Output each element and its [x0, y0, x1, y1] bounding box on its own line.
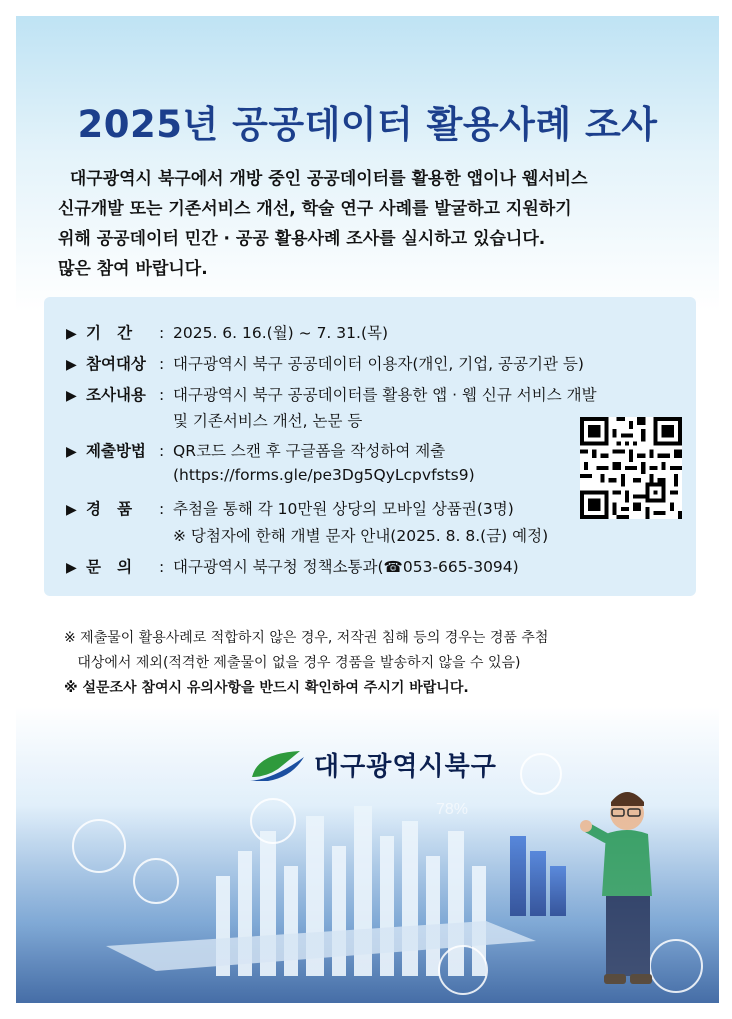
info-label-target: 참여대상	[86, 355, 146, 373]
organization-name: 대구광역시북구	[314, 752, 497, 782]
info-box	[44, 297, 696, 596]
colon: :	[159, 355, 165, 373]
intro-text	[58, 164, 698, 284]
info-value-method: QR코드 스캔 후 구글폼을 작성하여 제출	[173, 442, 446, 460]
info-row-target	[66, 352, 584, 374]
info-row-content	[66, 383, 597, 405]
bullet-icon: ▶	[66, 326, 77, 342]
notes	[64, 626, 684, 701]
info-value-prize: 추첨을 통해 각 10만원 상당의 모바일 상품권(3명)	[173, 500, 514, 518]
page-title: 2025년 공공데이터 활용사례 조사	[77, 103, 658, 146]
info-label-method: 제출방법	[86, 442, 146, 460]
intro-line: 신규개발 또는 기존서비스 개선, 학술 연구 사례를 발굴하고 지원하기	[58, 199, 572, 219]
svg-text:78%: 78%	[436, 801, 469, 818]
info-value-content: 대구광역시 북구 공공데이터를 활용한 앱 · 웹 신규 서비스 개발	[173, 386, 597, 404]
leaf-logo-icon	[248, 747, 306, 783]
bullet-icon: ▶	[66, 444, 77, 460]
info-value-target: 대구광역시 북구 공공데이터 이용자(개인, 기업, 공공기관 등)	[173, 355, 584, 373]
info-value-period: 2025. 6. 16.(월) ~ 7. 31.(목)	[173, 324, 389, 342]
bullet-icon: ▶	[66, 388, 77, 404]
bullet-icon: ▶	[66, 560, 77, 576]
note-line: 대상에서 제외(적격한 제출물이 없을 경우 경품을 발송하지 않을 수 있음)	[64, 655, 521, 671]
qr-code[interactable]	[580, 417, 682, 519]
colon: :	[159, 442, 165, 460]
bullet-icon: ▶	[66, 357, 77, 373]
info-row-inquiry	[66, 555, 519, 577]
note-line: ※ 제출물이 활용사례로 적합하지 않은 경우, 저작권 침해 등의 경우는 경품 추첨	[64, 630, 549, 646]
info-row-period	[66, 321, 388, 343]
intro-line: 위해 공공데이터 민간 · 공공 활용사례 조사를 실시하고 있습니다.	[58, 229, 546, 249]
colon: :	[159, 558, 165, 576]
organization-logo	[248, 746, 497, 783]
info-label-prize: 경 품	[86, 500, 133, 518]
info-value-prize-2: ※ 당첨자에 한해 개별 문자 안내(2025. 8. 8.(금) 예정)	[173, 527, 549, 545]
percent-text	[436, 796, 496, 820]
survey-link[interactable]: (https://forms.gle/pe3Dg5QyLcpvfsts9)	[173, 466, 475, 484]
info-row-method	[66, 439, 445, 461]
info-value-inquiry: 대구광역시 북구청 정책소통과(☎053-665-3094)	[173, 558, 519, 576]
intro-line: 많은 참여 바랍니다.	[58, 259, 208, 279]
info-label-content: 조사내용	[86, 386, 146, 404]
info-row-prize	[66, 497, 514, 519]
colon: :	[159, 500, 165, 518]
colon: :	[159, 386, 165, 404]
info-label-inquiry: 문 의	[86, 558, 133, 576]
note-line: ※ 설문조사 참여시 유의사항을 반드시 확인하여 주시기 바랍니다.	[64, 680, 469, 696]
colon: :	[159, 324, 165, 342]
info-label-period: 기 간	[86, 324, 133, 342]
intro-line: 대구광역시 북구에서 개방 중인 공공데이터를 활용한 앱이나 웹서비스	[58, 169, 588, 189]
poster	[16, 16, 719, 1003]
info-value-content-2: 및 기존서비스 개선, 논문 등	[173, 412, 363, 430]
bullet-icon: ▶	[66, 502, 77, 518]
